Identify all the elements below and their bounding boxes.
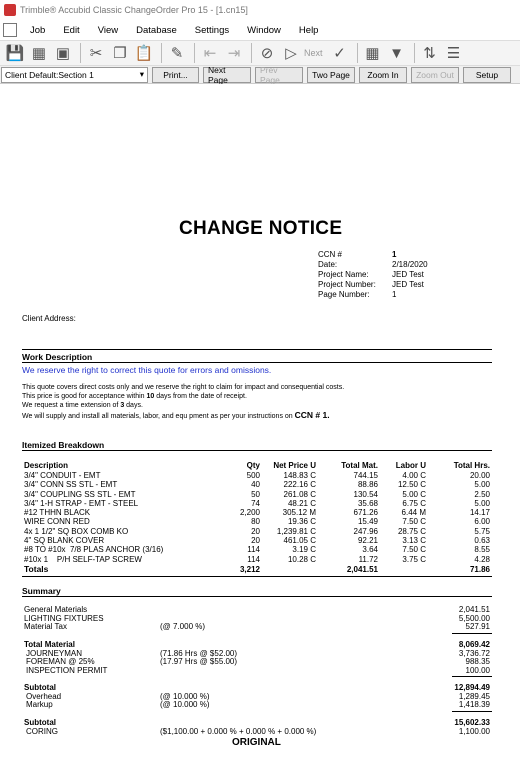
project-name-value: JED Test bbox=[392, 270, 424, 279]
journeyman-label: JOURNEYMAN bbox=[26, 649, 83, 658]
inspection-permit-label: INSPECTION PERMIT bbox=[26, 666, 108, 675]
filter-icon[interactable]: ▼ bbox=[389, 44, 404, 62]
journeyman-calc: (71.86 Hrs @ $52.00) bbox=[160, 649, 238, 658]
col-total-hrs: Total Hrs. bbox=[453, 461, 490, 470]
info-labels bbox=[318, 250, 376, 300]
table-row bbox=[24, 499, 492, 508]
database-icon[interactable]: ▦ bbox=[31, 45, 47, 62]
terms-text: We request a time extension of bbox=[22, 402, 121, 409]
next-page-button[interactable]: Next Page bbox=[203, 67, 251, 83]
item-hrs: 5.75 bbox=[474, 526, 490, 536]
item-price: 19.36 C bbox=[287, 517, 316, 527]
table-row bbox=[24, 536, 492, 545]
sum-rule bbox=[452, 633, 492, 634]
list-icon[interactable]: ☰ bbox=[446, 45, 461, 62]
itemized-header: Itemized Breakdown bbox=[22, 440, 105, 450]
item-qty: 500 bbox=[246, 471, 260, 480]
subtotal-value: 15,602.33 bbox=[454, 718, 490, 727]
table-row bbox=[24, 480, 492, 489]
item-hrs: 8.55 bbox=[474, 545, 490, 555]
toolbar-divider bbox=[80, 43, 81, 63]
cut-icon[interactable]: ✂ bbox=[89, 45, 103, 62]
summary-header: Summary bbox=[22, 586, 61, 596]
table-row bbox=[24, 555, 492, 564]
project-number-label: Project Number: bbox=[318, 280, 376, 289]
item-price: 305.12 M bbox=[282, 508, 316, 518]
print-button[interactable]: Print... bbox=[152, 67, 199, 83]
item-desc: #10x 1 P/H SELF-TAP SCREW bbox=[24, 554, 142, 564]
item-hrs: 0.63 bbox=[474, 536, 490, 546]
item-labor: 6.44 M bbox=[401, 508, 426, 518]
toolbar-divider bbox=[357, 43, 358, 63]
extension-days: 3 bbox=[120, 402, 125, 409]
item-mat: 247.96 bbox=[353, 526, 378, 536]
acceptance-days: 10 bbox=[146, 393, 155, 400]
export-icon[interactable]: ⇥ bbox=[227, 45, 241, 62]
item-labor: 6.75 C bbox=[402, 498, 426, 508]
material-tax-calc: (@ 7.000 %) bbox=[160, 622, 206, 631]
item-price: 261.08 C bbox=[283, 489, 316, 499]
inspection-permit-value: 100.00 bbox=[465, 666, 490, 675]
item-price: 48.21 C bbox=[287, 498, 316, 508]
reserve-text: We reserve the right to correct this quote for errors and omissions. bbox=[22, 365, 272, 375]
section-rule bbox=[22, 596, 492, 597]
item-hrs: 4.28 bbox=[474, 554, 490, 564]
item-price: 1,239.81 C bbox=[276, 526, 316, 536]
table-row bbox=[24, 490, 492, 499]
col-qty: Qty bbox=[246, 461, 260, 470]
grid-icon[interactable]: ▦ bbox=[365, 45, 380, 62]
save-icon[interactable]: 💾 bbox=[5, 45, 25, 62]
items-table bbox=[24, 471, 492, 564]
report-title: CHANGE NOTICE bbox=[179, 218, 343, 239]
item-desc: #8 TO #10x 7/8 PLAS ANCHOR (3/16) bbox=[24, 545, 164, 555]
item-price: 3.19 C bbox=[292, 545, 316, 555]
item-desc: WIRE CONN RED bbox=[24, 517, 90, 527]
col-labor: Labor U bbox=[395, 461, 426, 470]
date-value: 2/18/2020 bbox=[392, 260, 428, 269]
toolbar-divider bbox=[251, 43, 252, 63]
page-number-value: 1 bbox=[392, 290, 397, 299]
general-materials-label: General Materials bbox=[24, 605, 88, 614]
menu-help[interactable]: Help bbox=[298, 24, 319, 36]
item-qty: 2,200 bbox=[239, 508, 260, 518]
ccn-label: CCN # bbox=[318, 250, 343, 259]
foreman-calc: (17.97 Hrs @ $55.00) bbox=[160, 657, 238, 666]
overhead-calc: (@ 10.000 %) bbox=[160, 692, 210, 701]
item-hrs: 20.00 bbox=[469, 471, 490, 480]
terms-line bbox=[22, 392, 344, 401]
terms-text: This price is good for acceptance within bbox=[22, 393, 147, 400]
item-desc: 4" SQ BLANK COVER bbox=[24, 536, 105, 546]
lighting-fixtures-label: LIGHTING FIXTURES bbox=[24, 614, 104, 623]
markup-label: Markup bbox=[26, 700, 53, 709]
section-select[interactable] bbox=[1, 67, 148, 83]
totals-label: Totals bbox=[24, 564, 49, 574]
report-page bbox=[0, 84, 520, 780]
overhead-value: 1,289.45 bbox=[458, 692, 490, 701]
item-desc: 3/4" COUPLING SS STL - EMT bbox=[24, 489, 136, 499]
chevron-down-icon: ▾ bbox=[139, 69, 144, 79]
item-mat: 671.26 bbox=[353, 508, 378, 518]
item-labor: 7.50 C bbox=[402, 517, 426, 527]
project-name-label: Project Name: bbox=[318, 270, 369, 279]
zoom-in-button[interactable]: Zoom In bbox=[359, 67, 407, 83]
table-row bbox=[24, 527, 492, 536]
play-icon[interactable]: ▷ bbox=[285, 45, 297, 62]
journeyman-value: 3,736.72 bbox=[458, 649, 490, 658]
coring-value: 1,100.00 bbox=[458, 727, 490, 736]
item-qty: 114 bbox=[247, 554, 260, 564]
item-qty: 74 bbox=[251, 498, 260, 508]
document-icon[interactable] bbox=[3, 23, 17, 37]
check-icon[interactable]: ✓ bbox=[333, 45, 346, 62]
item-qty: 20 bbox=[251, 536, 260, 546]
material-tax-value: 527.91 bbox=[465, 622, 490, 631]
item-desc: 3/4" 1-H STRAP - EMT - STEEL bbox=[24, 498, 139, 508]
window-title: Trimble® Accubid Classic ChangeOrder Pro 15 - [1.cn15] bbox=[20, 5, 248, 15]
report-navbar bbox=[0, 66, 520, 84]
general-materials-value: 2,041.51 bbox=[458, 605, 490, 614]
foreman-label: FOREMAN @ 25% bbox=[26, 657, 95, 666]
client-address-label: Client Address: bbox=[22, 314, 76, 323]
title-bar bbox=[0, 0, 520, 20]
markup-value: 1,418.39 bbox=[458, 700, 490, 709]
sum-rule bbox=[452, 711, 492, 712]
two-page-button[interactable]: Two Page bbox=[307, 67, 355, 83]
terms-line: This quote covers direct costs only and we reserve the right to claim for impact and consequential costs. bbox=[22, 384, 345, 391]
info-values bbox=[392, 250, 428, 300]
section-rule bbox=[22, 349, 492, 350]
terms-block bbox=[22, 383, 344, 421]
col-description: Description bbox=[24, 461, 69, 470]
page-number-label: Page Number: bbox=[318, 290, 370, 299]
coring-calc: ($1,100.00 + 0.000 % + 0.000 % + 0.000 %) bbox=[160, 727, 317, 736]
item-mat: 15.49 bbox=[357, 517, 378, 527]
total-material-label: Total Material bbox=[24, 640, 75, 649]
setup-button[interactable]: Setup bbox=[463, 67, 511, 83]
item-mat: 11.72 bbox=[358, 554, 378, 564]
item-desc: 4x 1 1/2" SQ BOX COMB KO bbox=[24, 526, 129, 536]
markup-calc: (@ 10.000 %) bbox=[160, 700, 210, 709]
menu-edit[interactable]: Edit bbox=[63, 24, 80, 36]
overhead-label: Overhead bbox=[26, 692, 62, 701]
item-labor: 4.00 C bbox=[402, 471, 426, 480]
subtotal-label: Subtotal bbox=[24, 718, 56, 727]
item-mat: 88.86 bbox=[357, 480, 378, 490]
menu-job[interactable]: Job bbox=[30, 24, 46, 36]
project-number-value: JED Test bbox=[392, 280, 424, 289]
item-qty: 50 bbox=[251, 489, 260, 499]
material-tax-label: Material Tax bbox=[24, 622, 67, 631]
date-label: Date: bbox=[318, 260, 338, 269]
item-hrs: 6.00 bbox=[474, 517, 490, 527]
toolbar-divider bbox=[414, 43, 415, 63]
table-row bbox=[24, 545, 492, 554]
menu-window[interactable]: Window bbox=[247, 24, 281, 36]
item-labor: 12.50 C bbox=[397, 480, 426, 490]
paste-icon[interactable]: 📋 bbox=[134, 45, 154, 62]
prev-page-button[interactable]: Prev Page bbox=[255, 67, 303, 83]
toolbar-divider bbox=[194, 43, 195, 63]
item-price: 10.28 C bbox=[287, 554, 316, 564]
toolbar-divider bbox=[161, 43, 162, 63]
item-labor: 7.50 C bbox=[402, 545, 426, 555]
item-desc: #12 THHN BLACK bbox=[24, 508, 91, 518]
lighting-fixtures-value: 5,500.00 bbox=[458, 614, 490, 623]
subtotal-label: Subtotal bbox=[24, 683, 56, 692]
menu-database[interactable]: Database bbox=[136, 24, 177, 36]
item-hrs: 14.17 bbox=[469, 508, 490, 518]
work-description-header: Work Description bbox=[22, 352, 93, 362]
item-labor: 28.75 C bbox=[397, 526, 426, 536]
next-button[interactable]: Next bbox=[304, 48, 323, 58]
archive-icon[interactable]: ▣ bbox=[55, 45, 71, 62]
section-rule bbox=[22, 450, 492, 451]
foreman-value: 988.35 bbox=[465, 657, 490, 666]
item-price: 461.05 C bbox=[283, 536, 316, 546]
ccn-reference: CCN # 1. bbox=[294, 410, 330, 420]
item-labor: 3.13 C bbox=[402, 536, 426, 546]
copy-icon[interactable]: ❐ bbox=[113, 45, 127, 62]
terms-text: days. bbox=[124, 402, 143, 409]
table-row bbox=[24, 471, 492, 480]
ccn-value: 1 bbox=[392, 250, 397, 259]
total-material-value: 8,069.42 bbox=[458, 640, 490, 649]
menu-bar bbox=[0, 20, 520, 40]
item-qty: 80 bbox=[251, 517, 260, 527]
totals-hrs: 71.86 bbox=[469, 565, 490, 574]
item-hrs: 5.00 bbox=[474, 498, 490, 508]
item-qty: 114 bbox=[247, 545, 260, 555]
app-icon bbox=[4, 4, 16, 16]
item-desc: 3/4" CONDUIT - EMT bbox=[24, 471, 101, 480]
toolbar bbox=[0, 40, 520, 66]
section-rule bbox=[22, 576, 492, 577]
col-net-price: Net Price U bbox=[273, 461, 316, 470]
table-row bbox=[24, 508, 492, 517]
item-hrs: 5.00 bbox=[474, 480, 490, 490]
item-mat: 92.21 bbox=[357, 536, 378, 546]
item-qty: 40 bbox=[251, 480, 260, 490]
item-hrs: 2.50 bbox=[474, 489, 490, 499]
item-price: 222.16 C bbox=[283, 480, 316, 490]
item-qty: 20 bbox=[251, 526, 260, 536]
col-total-mat: Total Mat. bbox=[341, 461, 378, 470]
sort-icon[interactable]: ⇅ bbox=[423, 45, 436, 62]
menu-view[interactable]: View bbox=[97, 24, 119, 36]
menu-settings[interactable]: Settings bbox=[194, 24, 230, 36]
section-rule bbox=[22, 362, 492, 363]
item-price: 148.83 C bbox=[283, 471, 316, 480]
edit-icon[interactable]: ✎ bbox=[170, 45, 184, 62]
terms-text: days from the date of receipt. bbox=[154, 393, 247, 400]
item-desc: 3/4" CONN SS STL - EMT bbox=[24, 480, 118, 490]
item-mat: 744.15 bbox=[353, 471, 378, 480]
sum-rule bbox=[452, 676, 492, 677]
totals-qty: 3,212 bbox=[239, 565, 260, 574]
section-select-value: Client Default:Section 1 bbox=[5, 69, 94, 80]
import-icon[interactable]: ⇤ bbox=[203, 45, 217, 62]
item-mat: 3.64 bbox=[362, 545, 378, 555]
item-mat: 130.54 bbox=[353, 489, 378, 499]
item-mat: 35.68 bbox=[357, 498, 378, 508]
terms-line bbox=[22, 411, 344, 421]
coring-label: CORING bbox=[26, 727, 58, 736]
terms-line bbox=[22, 401, 344, 410]
cancel-icon[interactable]: ⊘ bbox=[260, 45, 274, 62]
item-labor: 3.75 C bbox=[402, 554, 426, 564]
totals-mat: 2,041.51 bbox=[346, 565, 378, 574]
item-labor: 5.00 C bbox=[402, 489, 426, 499]
terms-text: We will supply and install all materials, labor, and equ pment as per your instructions on bbox=[22, 413, 295, 420]
subtotal-value: 12,894.49 bbox=[454, 683, 490, 692]
original-footer: ORIGINAL bbox=[232, 737, 281, 748]
zoom-out-button[interactable]: Zoom Out bbox=[411, 67, 459, 83]
table-row bbox=[24, 517, 492, 526]
